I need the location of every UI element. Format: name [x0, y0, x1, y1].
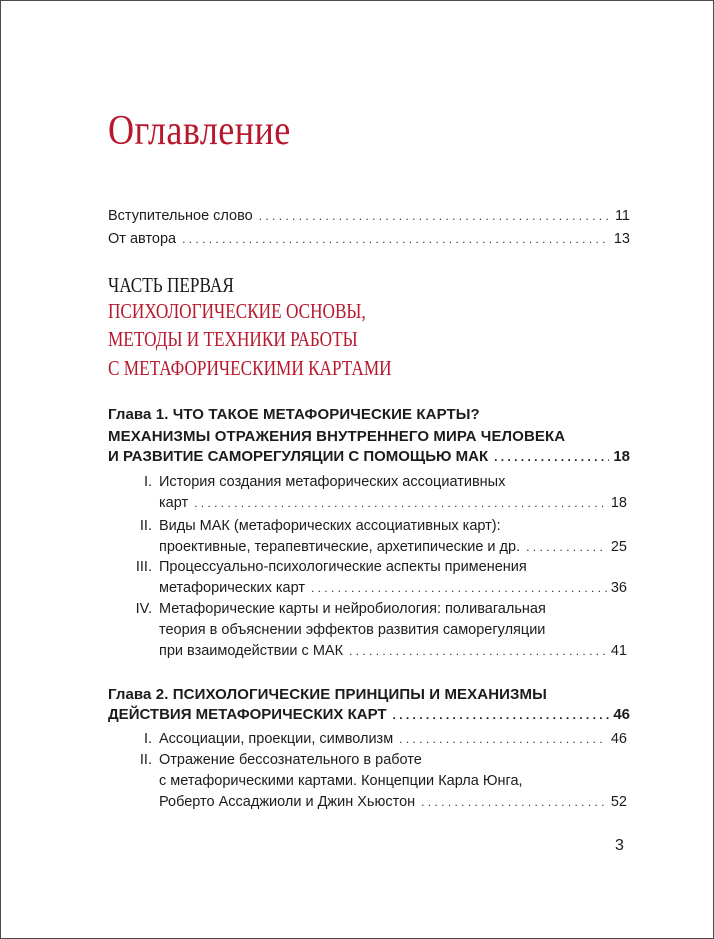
- section-page: 18: [610, 495, 627, 511]
- section-page: 25: [610, 539, 627, 555]
- leader-dots: [311, 578, 607, 598]
- section-last-line[interactable]: [159, 729, 627, 749]
- section-last-line[interactable]: [159, 578, 627, 598]
- chapter-1-last-line[interactable]: [108, 448, 630, 465]
- leader-dots: [259, 206, 611, 226]
- section-text[interactable]: Отражение бессознательного в работе: [159, 752, 422, 768]
- chapter-lead: Глава 1.: [108, 406, 169, 423]
- toc-entry-text: От автора: [108, 231, 177, 247]
- toc-entry-page: 13: [613, 231, 630, 247]
- section-number: I.: [143, 731, 152, 747]
- section-text: карт: [159, 495, 189, 511]
- section-last-line[interactable]: [159, 537, 627, 557]
- section-number: II.: [139, 752, 152, 768]
- leader-dots: [526, 537, 607, 557]
- section-text: проективные, терапевтические, архетипические и др.: [159, 539, 521, 555]
- leader-dots: [182, 229, 610, 249]
- section-number: II.: [139, 518, 152, 534]
- page-number: 3: [615, 837, 624, 854]
- chapter-lead: Глава 2.: [108, 686, 169, 703]
- part-title-line: С МЕТАФОРИЧЕСКИМИ КАРТАМИ: [108, 356, 392, 380]
- leader-dots: [399, 729, 607, 749]
- chapter-title-line: МЕХАНИЗМЫ ОТРАЖЕНИЯ ВНУТРЕННЕГО МИРА ЧЕЛОВЕКА: [108, 428, 566, 445]
- section-text[interactable]: с метафорическими картами. Концепции Карла Юнга,: [159, 773, 523, 789]
- toc-entry-page: 11: [614, 208, 630, 224]
- section-number: III.: [135, 559, 152, 575]
- chapter-2-heading[interactable]: [108, 684, 547, 706]
- chapter-title-line: ПСИХОЛОГИЧЕСКИЕ ПРИНЦИПЫ И МЕХАНИЗМЫ: [172, 686, 547, 703]
- section-text: Ассоциации, проекции, символизм: [159, 731, 394, 747]
- section-text[interactable]: История создания метафорических ассоциативных: [159, 474, 506, 490]
- chapter-title-line: И РАЗВИТИЕ САМОРЕГУЛЯЦИИ С ПОМОЩЬЮ МАК: [108, 448, 489, 465]
- leader-dots: [393, 708, 610, 722]
- leader-dots: [494, 450, 609, 464]
- page-title: Оглавление: [108, 108, 291, 154]
- section-text[interactable]: Метафорические карты и нейробиология: поливагальная: [159, 601, 546, 617]
- part-title-line: МЕТОДЫ И ТЕХНИКИ РАБОТЫ: [108, 327, 358, 351]
- chapter-2-last-line[interactable]: [108, 706, 630, 723]
- section-text[interactable]: Виды МАК (метафорических ассоциативных карт):: [159, 518, 501, 534]
- leader-dots: [194, 493, 607, 513]
- section-page: 41: [610, 643, 627, 659]
- section-text: метафорических карт: [159, 580, 305, 596]
- toc-entry-foreword[interactable]: [108, 206, 630, 226]
- section-text: при взаимодействии с МАК: [159, 643, 344, 659]
- section-last-line[interactable]: [159, 493, 627, 513]
- chapter-title-line: ДЕЙСТВИЯ МЕТАФОРИЧЕСКИХ КАРТ: [108, 706, 387, 723]
- section-text[interactable]: Процессуально-психологические аспекты применения: [159, 559, 527, 575]
- toc-entry-text: Вступительное слово: [108, 208, 253, 224]
- leader-dots: [421, 792, 607, 812]
- section-number: I.: [143, 474, 152, 490]
- chapter-1-heading[interactable]: [108, 404, 480, 426]
- chapter-title-line: ЧТО ТАКОЕ МЕТАФОРИЧЕСКИЕ КАРТЫ?: [172, 406, 480, 423]
- section-number: IV.: [135, 601, 152, 617]
- section-page: 36: [610, 580, 627, 596]
- section-page: 46: [610, 731, 627, 747]
- section-last-line[interactable]: [159, 641, 627, 661]
- section-last-line[interactable]: [159, 792, 627, 812]
- part-label: ЧАСТЬ ПЕРВАЯ: [108, 273, 234, 297]
- toc-entry-from-author[interactable]: [108, 229, 630, 249]
- chapter-page: 46: [613, 706, 630, 723]
- section-page: 52: [610, 794, 627, 810]
- part-title-line: ПСИХОЛОГИЧЕСКИЕ ОСНОВЫ,: [108, 299, 366, 323]
- section-text[interactable]: теория в объяснении эффектов развития саморегуляции: [159, 622, 546, 638]
- section-text: Роберто Ассаджиоли и Джин Хьюстон: [159, 794, 416, 810]
- leader-dots: [349, 641, 607, 661]
- chapter-page: 18: [613, 448, 630, 465]
